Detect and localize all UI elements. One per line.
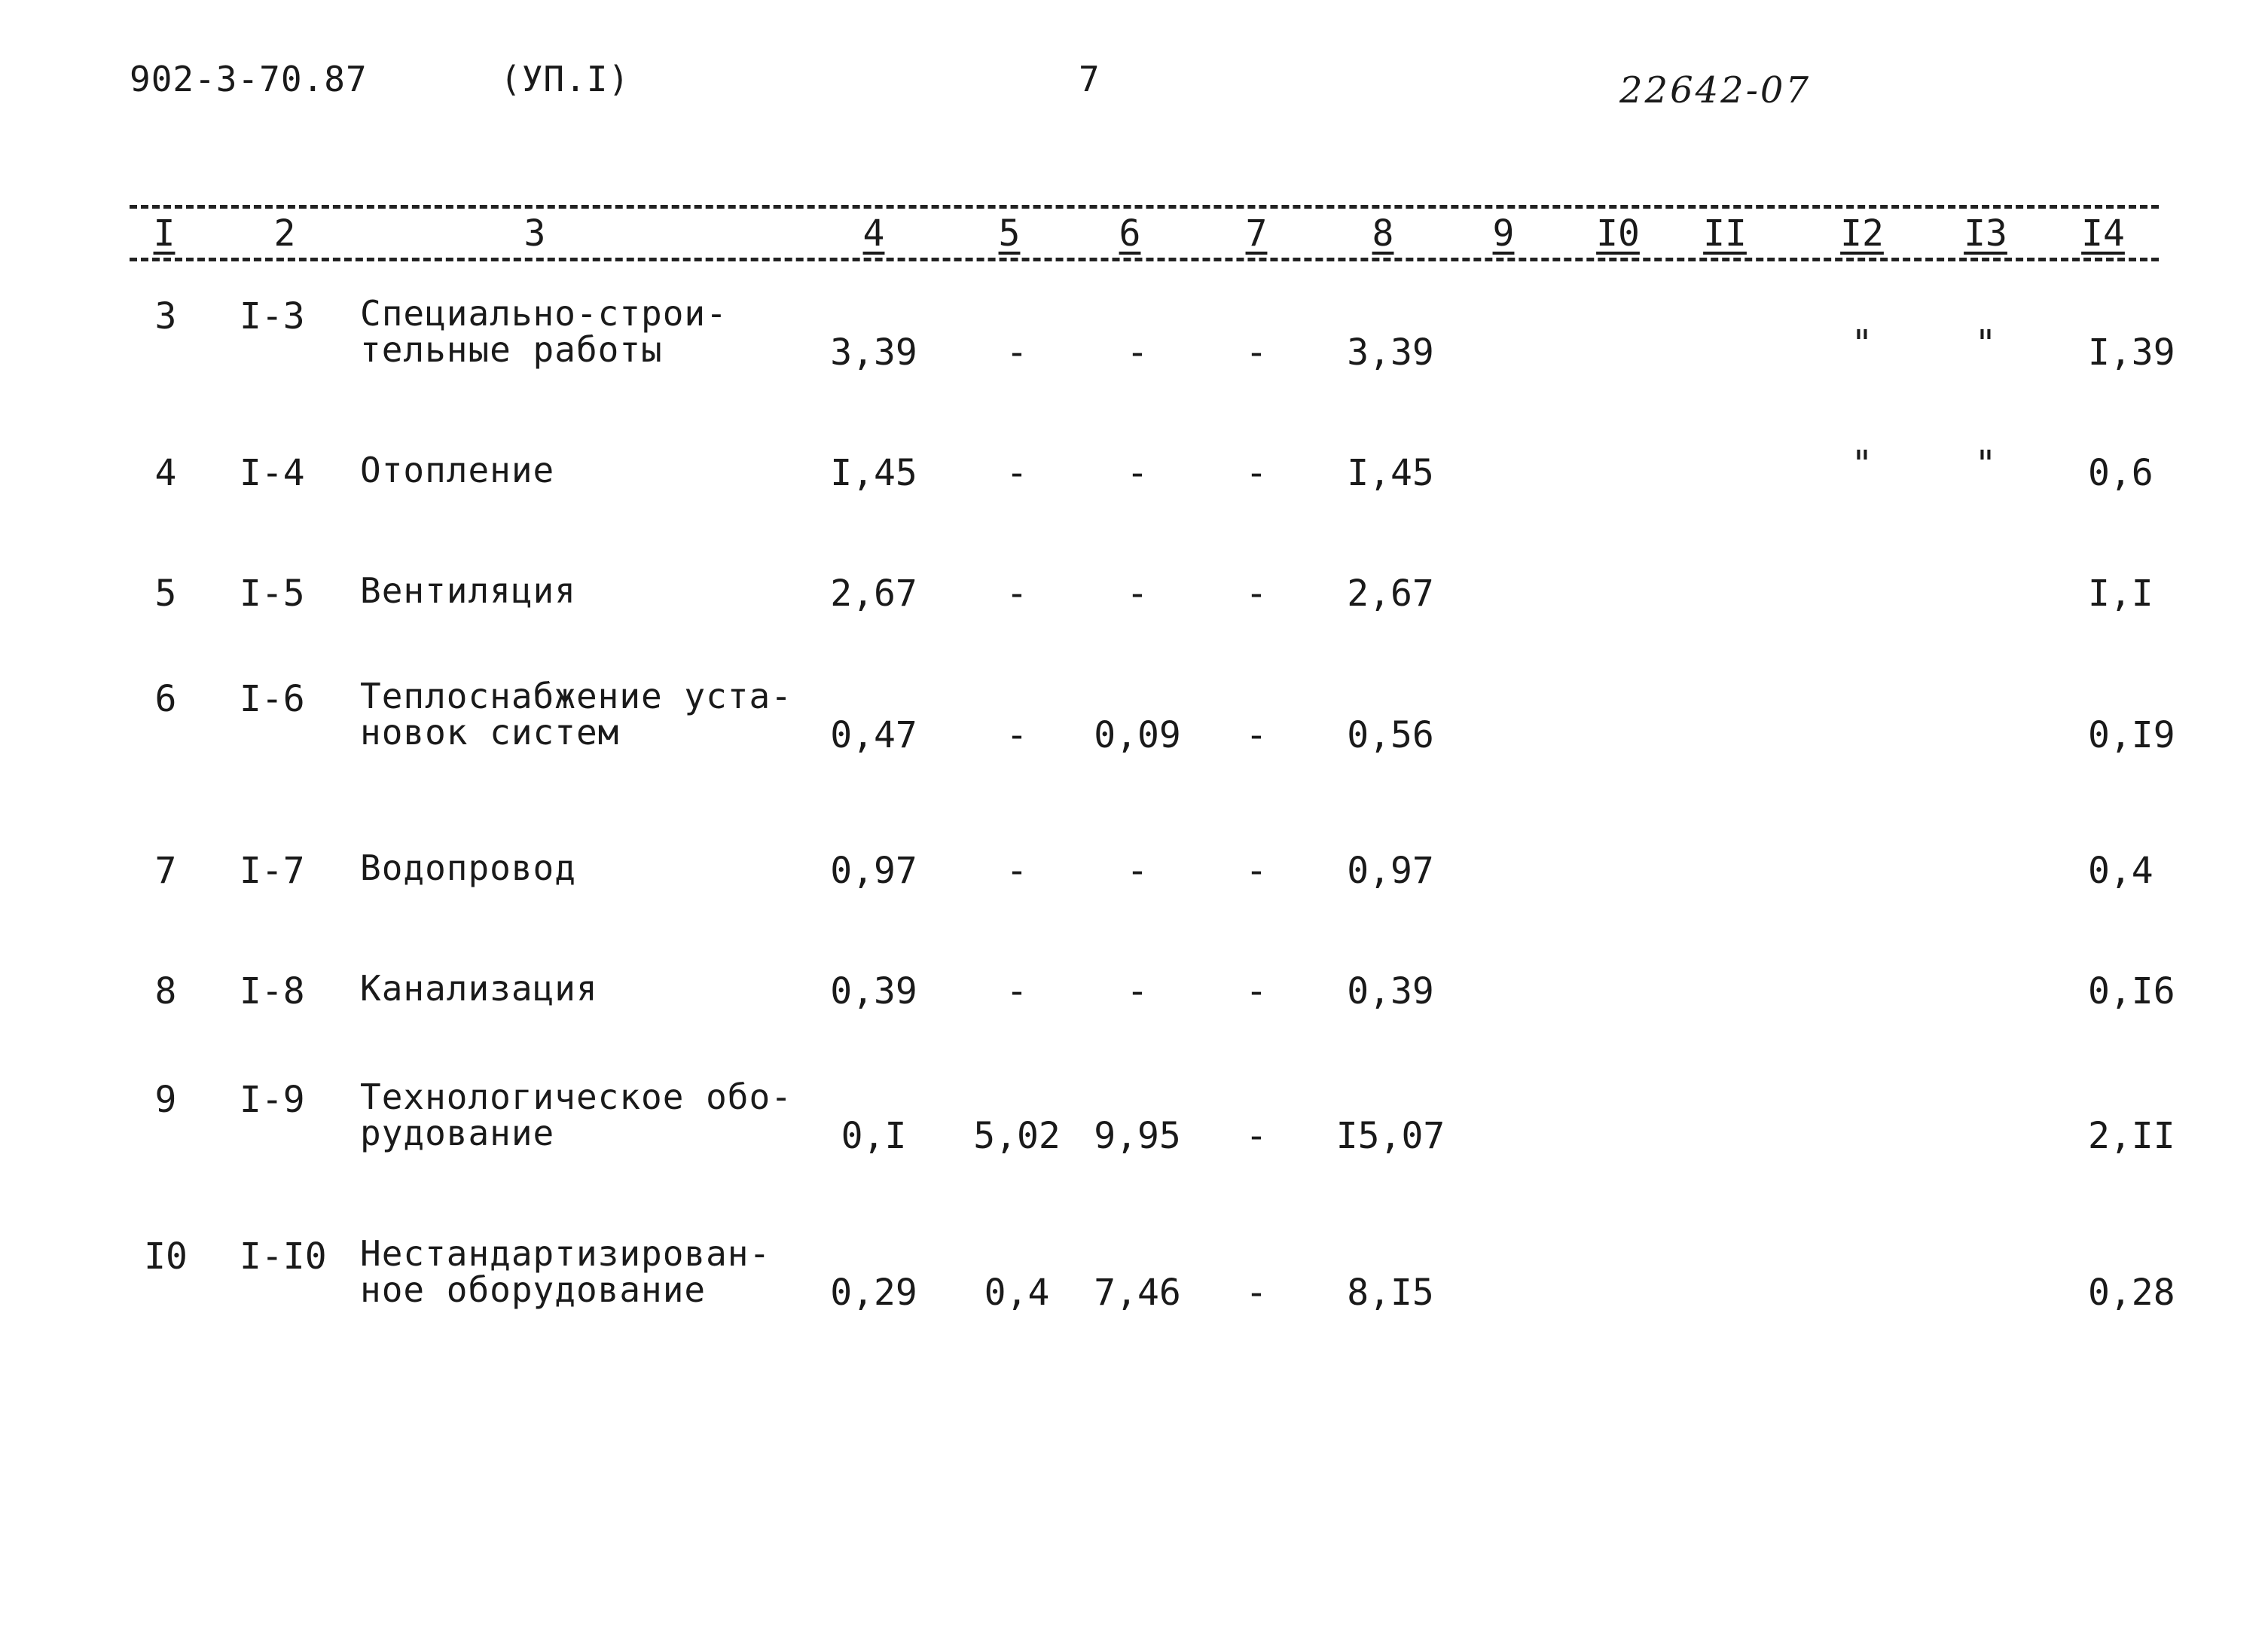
column-header-top-rule: [130, 205, 2159, 209]
cell-c7: -: [1245, 452, 1268, 494]
cell-c5: 5,02: [973, 1115, 1061, 1157]
column-number-5: 5: [998, 212, 1021, 255]
row-code: I-3: [240, 295, 305, 337]
row-number: 3: [154, 295, 177, 337]
row-number: 6: [154, 678, 177, 720]
row-name: Теплоснабжение уста- новок систем: [360, 676, 792, 753]
row-code: I-8: [240, 970, 305, 1012]
cell-c5: -: [1006, 714, 1028, 756]
cell-c8: I5,07: [1335, 1115, 1445, 1157]
row-name: Нестандартизирован- ное оборудование: [360, 1233, 771, 1310]
cell-c6: -: [1126, 573, 1149, 615]
column-number-4: 4: [862, 212, 885, 255]
cell-c13: ": [1974, 443, 1997, 485]
cell-c4: 3,39: [830, 331, 917, 374]
cell-c8: 0,97: [1347, 850, 1434, 892]
cell-c6: 7,46: [1094, 1272, 1181, 1314]
column-number-14: I4: [2081, 212, 2125, 255]
cell-c8: I,45: [1347, 452, 1434, 494]
row-code: I-5: [240, 573, 305, 615]
cell-c4: 0,39: [830, 970, 917, 1012]
column-number-11: II: [1703, 212, 1747, 255]
column-number-8: 8: [1372, 212, 1394, 255]
cell-c5: -: [1006, 452, 1028, 494]
cell-c7: -: [1245, 714, 1268, 756]
row-code: I-4: [240, 452, 305, 494]
cell-c14: I,I: [2088, 573, 2154, 615]
cell-c7: -: [1245, 1272, 1268, 1314]
cell-c14: 0,I9: [2088, 714, 2175, 756]
cell-c8: 0,39: [1347, 970, 1434, 1012]
cell-c5: -: [1006, 573, 1028, 615]
cell-c7: -: [1245, 331, 1268, 374]
row-number: 7: [154, 850, 177, 892]
cell-c5: -: [1006, 850, 1028, 892]
cell-c8: 8,I5: [1347, 1272, 1434, 1314]
cell-c5: -: [1006, 970, 1028, 1012]
album-label: (УП.I): [500, 59, 630, 99]
cell-c5: 0,4: [984, 1272, 1050, 1314]
column-number-10: I0: [1596, 212, 1640, 255]
column-number-6: 6: [1119, 212, 1141, 255]
column-header-bottom-rule: [130, 258, 2159, 261]
cell-c4: 2,67: [830, 573, 917, 615]
cell-c6: -: [1126, 850, 1149, 892]
sheet-code: 22642-07: [1619, 69, 1811, 111]
row-name: Специально-строи- тельные работы: [360, 293, 728, 370]
cell-c14: 2,II: [2088, 1115, 2175, 1157]
cell-c4: 0,47: [830, 714, 917, 756]
row-code: I-9: [240, 1079, 305, 1121]
column-number-12: I2: [1840, 212, 1884, 255]
row-name: Вентиляция: [360, 570, 576, 611]
cell-c14: I,39: [2088, 331, 2175, 374]
row-number: I0: [144, 1235, 188, 1278]
row-code: I-7: [240, 850, 305, 892]
cell-c14: 0,28: [2088, 1272, 2175, 1314]
cell-c13: ": [1974, 322, 1997, 365]
column-number-1: I: [153, 212, 176, 255]
column-number-7: 7: [1245, 212, 1268, 255]
cell-c6: -: [1126, 970, 1149, 1012]
row-number: 4: [154, 452, 177, 494]
cell-c4: I,45: [830, 452, 917, 494]
cell-c7: -: [1245, 1115, 1268, 1157]
row-name: Канализация: [360, 968, 598, 1009]
cell-c4: 0,29: [830, 1272, 917, 1314]
cell-c7: -: [1245, 850, 1268, 892]
cell-c7: -: [1245, 573, 1268, 615]
cell-c6: 9,95: [1094, 1115, 1181, 1157]
row-name: Отопление: [360, 450, 555, 490]
cell-c14: 0,I6: [2088, 970, 2175, 1012]
row-code: I-6: [240, 678, 305, 720]
row-name: Водопровод: [360, 847, 576, 888]
cell-c12: ": [1851, 443, 1873, 485]
cell-c4: 0,97: [830, 850, 917, 892]
cell-c6: 0,09: [1094, 714, 1181, 756]
row-number: 9: [154, 1079, 177, 1121]
cell-c8: 0,56: [1347, 714, 1434, 756]
page-number: 7: [1079, 59, 1100, 99]
column-number-2: 2: [273, 212, 296, 255]
cell-c14: 0,6: [2088, 452, 2154, 494]
cell-c4: 0,I: [841, 1115, 907, 1157]
document-code: 902-3-70.87: [130, 59, 368, 99]
cell-c7: -: [1245, 970, 1268, 1012]
column-number-3: 3: [524, 212, 546, 255]
cell-c6: -: [1126, 331, 1149, 374]
row-number: 8: [154, 970, 177, 1012]
cell-c5: -: [1006, 331, 1028, 374]
row-code: I-I0: [240, 1235, 327, 1278]
row-name: Технологическое обо- рудование: [360, 1076, 792, 1153]
cell-c8: 3,39: [1347, 331, 1434, 374]
cell-c12: ": [1851, 322, 1873, 365]
row-number: 5: [154, 573, 177, 615]
cell-c6: -: [1126, 452, 1149, 494]
column-number-9: 9: [1492, 212, 1515, 255]
cell-c14: 0,4: [2088, 850, 2154, 892]
column-number-13: I3: [1964, 212, 2007, 255]
cell-c8: 2,67: [1347, 573, 1434, 615]
